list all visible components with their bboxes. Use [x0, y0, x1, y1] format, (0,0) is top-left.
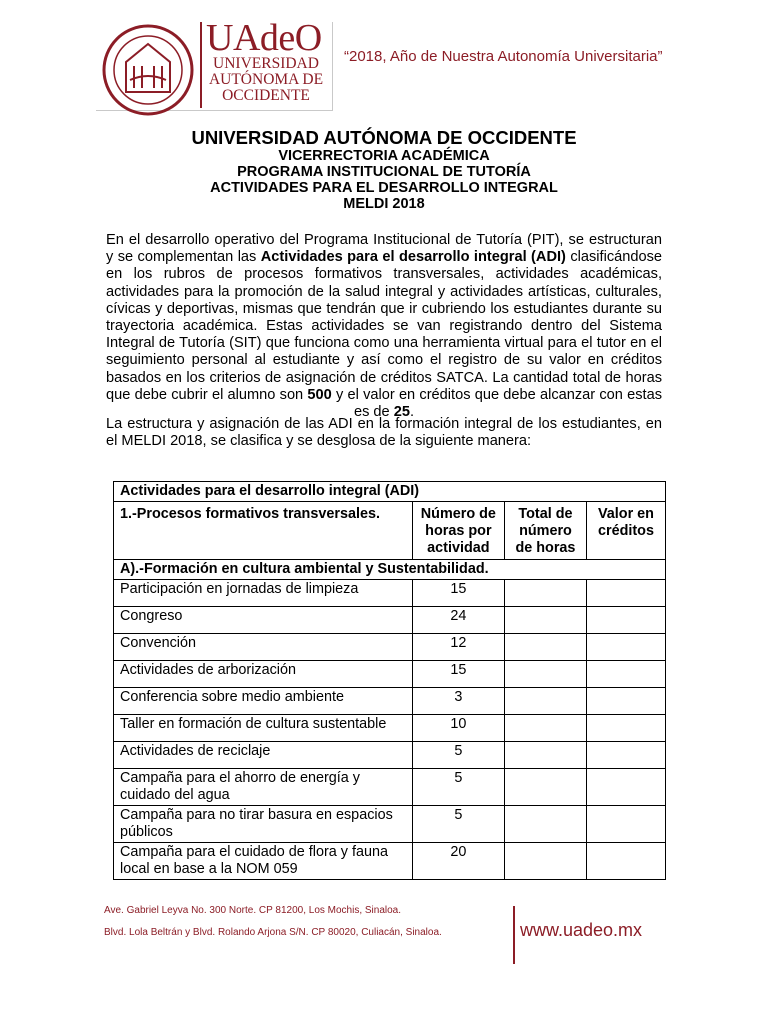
activity-hours: 20	[412, 843, 504, 880]
activity-total	[504, 688, 586, 715]
title-university: UNIVERSIDAD AUTÓNOMA DE OCCIDENTE	[191, 127, 577, 148]
activity-name: Actividades de reciclaje	[114, 742, 413, 769]
brand-divider	[200, 22, 202, 108]
activity-total	[504, 843, 586, 880]
activity-name: Campaña para el cuidado de flora y fauna local en base a la NOM 059	[114, 843, 413, 880]
activity-total	[504, 715, 586, 742]
intro-paragraph	[106, 232, 662, 421]
activity-credits	[586, 806, 665, 843]
title-meldi: MELDI 2018	[343, 196, 425, 212]
table-row	[114, 742, 666, 769]
activity-name: Taller en formación de cultura sustentable	[114, 715, 413, 742]
table-subsection: A).-Formación en cultura ambiental y Sustentabilidad.	[114, 560, 666, 580]
university-seal-logo	[100, 22, 196, 118]
table-row	[114, 769, 666, 806]
activity-name: Congreso	[114, 607, 413, 634]
intro-text-a: En el desarrollo operativo del Programa Institucional de Tutoría (PIT), se estructuran y se complementan las	[106, 232, 662, 266]
table-row	[114, 634, 666, 661]
table-col-credits: Valor en créditos	[586, 502, 665, 560]
footer-addresses	[104, 904, 442, 948]
intro-text-b: clasificándose en los rubros de procesos formativos transversales, actividades académicas, actividades para la promoción de la salud integral y actividades artísticas, culturales, cívicas y deportivas, mismas que tendrán que ir cubriendo los estudiantes durante su trayectoria académica. Estas actividades se van registrando dentro del Sistema Integral de Tutoría (SIT) que funciona como una herramienta virtual para el tutor en el seguimiento personal al estudiante y así como el registro de su valor en créditos basados en los criterios de asignación de créditos SATCA. La cantidad total de horas que debe cubrir el alumno son	[106, 249, 662, 403]
activity-credits	[586, 843, 665, 880]
table-title: Actividades para el desarrollo integral (ADI)	[114, 482, 666, 502]
activity-hours: 3	[412, 688, 504, 715]
title-program: PROGRAMA INSTITUCIONAL DE TUTORÍA	[237, 164, 531, 180]
activity-hours: 15	[412, 661, 504, 688]
intro-text-c: y el valor en créditos que debe alcanzar con estas es de	[331, 386, 662, 421]
title-vicerrectoria: VICERRECTORIA ACADÉMICA	[278, 148, 490, 164]
footer-website-link[interactable]: www.uadeo.mx	[520, 920, 643, 940]
table-subsection-row	[114, 560, 666, 580]
activity-name: Campaña para no tirar basura en espacios públicos	[114, 806, 413, 843]
activity-name: Conferencia sobre medio ambiente	[114, 688, 413, 715]
header-slogan: “2018, Año de Nuestra Autonomía Universitaria”	[344, 48, 663, 65]
activity-total	[504, 806, 586, 843]
table-row	[114, 688, 666, 715]
table-row	[114, 715, 666, 742]
activity-hours: 12	[412, 634, 504, 661]
activity-hours: 15	[412, 580, 504, 607]
footer-address-2: Blvd. Lola Beltrán y Blvd. Rolando Arjona S/N. CP 80020, Culiacán, Sinaloa.	[104, 927, 442, 938]
activity-hours: 5	[412, 806, 504, 843]
activity-total	[504, 634, 586, 661]
activity-name: Campaña para el ahorro de energía y cuidado del agua	[114, 769, 413, 806]
adi-table	[113, 481, 666, 880]
table-title-row	[114, 482, 666, 502]
intro-hours-total: 500	[307, 386, 332, 403]
activity-hours: 24	[412, 607, 504, 634]
activity-credits	[586, 661, 665, 688]
activity-credits	[586, 715, 665, 742]
table-header-row	[114, 502, 666, 560]
table-row	[114, 580, 666, 607]
activity-credits	[586, 688, 665, 715]
activity-total	[504, 742, 586, 769]
activity-name: Convención	[114, 634, 413, 661]
activity-hours: 5	[412, 769, 504, 806]
activity-total	[504, 580, 586, 607]
table-col-hours: Número de horas por actividad	[412, 502, 504, 560]
intro-adi-bold: Actividades para el desarrollo integral (ADI)	[260, 249, 566, 266]
intro-credits-total: 25	[393, 404, 410, 421]
activity-total	[504, 769, 586, 806]
activity-credits	[586, 607, 665, 634]
activity-credits	[586, 742, 665, 769]
table-section-header: 1.-Procesos formativos transversales.	[114, 502, 413, 560]
activity-credits	[586, 580, 665, 607]
table-row	[114, 843, 666, 880]
footer-divider	[513, 906, 515, 964]
structure-paragraph: La estructura y asignación de las ADI en la formación integral de los estudiantes, en el MELDI 2018, se clasifica y se desglosa de la siguiente manera:	[106, 416, 662, 450]
activity-total	[504, 661, 586, 688]
table-row	[114, 607, 666, 634]
activity-total	[504, 607, 586, 634]
table-row	[114, 806, 666, 843]
intro-text-d: .	[409, 404, 415, 421]
brand-logo-subtitle: UNIVERSIDAD AUTÓNOMA DE OCCIDENTE	[208, 55, 324, 104]
activity-hours: 10	[412, 715, 504, 742]
activity-hours: 5	[412, 742, 504, 769]
table-row	[114, 661, 666, 688]
activity-credits	[586, 634, 665, 661]
activity-name: Participación en jornadas de limpieza	[114, 580, 413, 607]
activity-name: Actividades de arborización	[114, 661, 413, 688]
brand-logo-text: UAdeO	[206, 17, 322, 59]
document-titles	[0, 128, 768, 212]
activity-credits	[586, 769, 665, 806]
table-col-total: Total de número de horas	[504, 502, 586, 560]
footer-address-1: Ave. Gabriel Leyva No. 300 Norte. CP 81200, Los Mochis, Sinaloa.	[104, 905, 402, 916]
title-activities: ACTIVIDADES PARA EL DESARROLLO INTEGRAL	[210, 180, 558, 196]
